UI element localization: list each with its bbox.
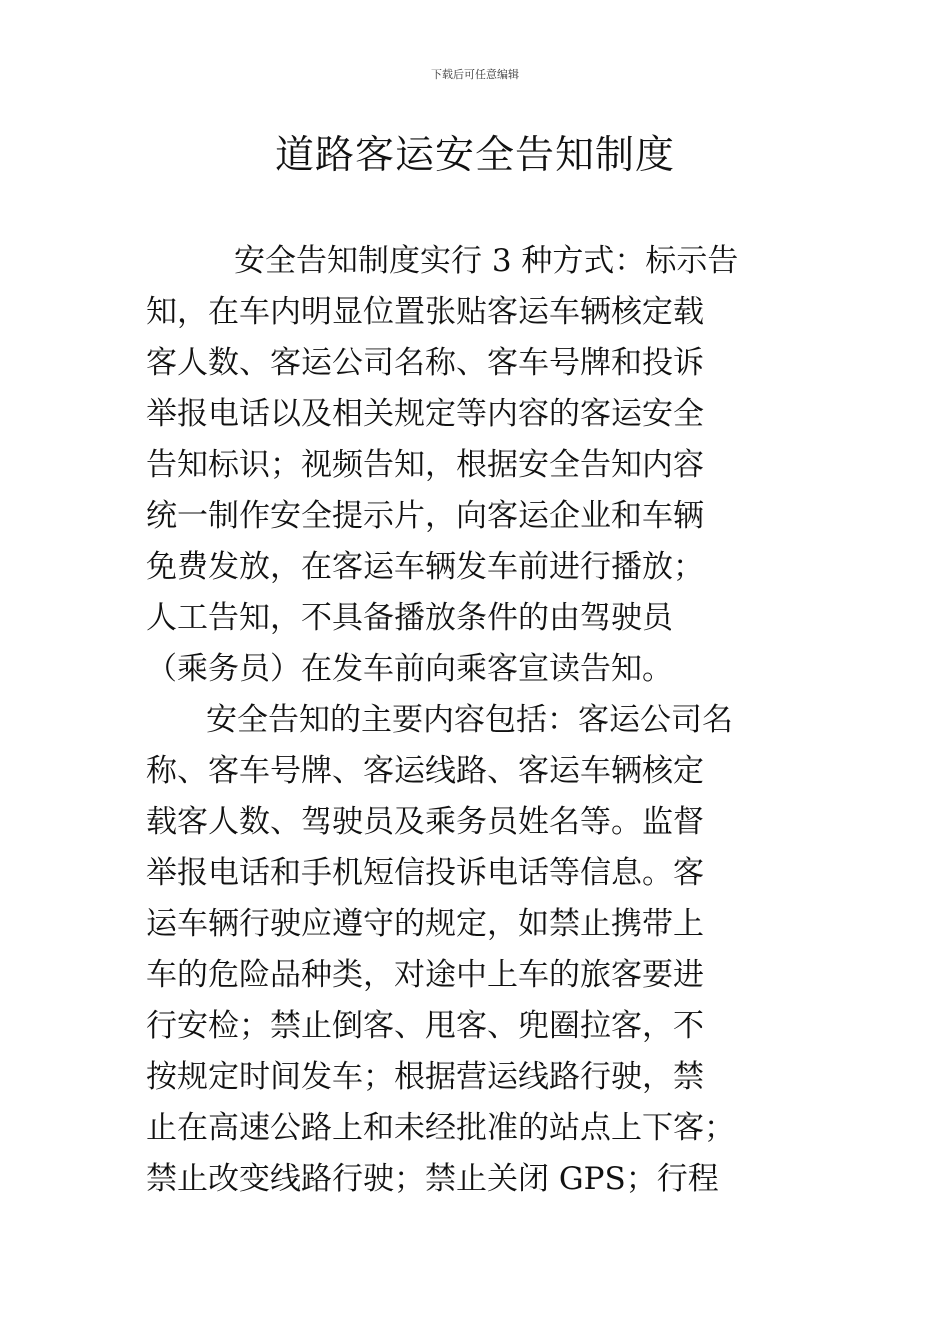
paragraph-line: 免费发放，在客运车辆发车前进行播放； bbox=[146, 549, 704, 585]
paragraph-line: 客人数、客运公司名称、客车号牌和投诉 bbox=[146, 345, 704, 381]
paragraph-line: 统一制作安全提示片，向客运企业和车辆 bbox=[146, 498, 704, 534]
paragraph-line: 车的危险品种类，对途中上车的旅客要进 bbox=[146, 957, 704, 993]
document-title: 道路客运安全告知制度 bbox=[274, 133, 675, 178]
paragraph-line: 知，在车内明显位置张贴客运车辆核定载 bbox=[146, 294, 704, 330]
paragraph-line: 安全告知制度实行 3 种方式：标示告 bbox=[234, 243, 739, 279]
paragraph-line: 行安检；禁止倒客、甩客、兜圈拉客，不 bbox=[146, 1008, 704, 1044]
paragraph-line: 举报电话和手机短信投诉电话等信息。客 bbox=[146, 855, 704, 891]
paragraph-line: 举报电话以及相关规定等内容的客运安全 bbox=[146, 396, 704, 432]
paragraph-line: 运车辆行驶应遵守的规定，如禁止携带上 bbox=[146, 906, 704, 942]
paragraph-line: 载客人数、驾驶员及乘务员姓名等。监督 bbox=[146, 804, 704, 840]
paragraph-line: 按规定时间发车；根据营运线路行驶，禁 bbox=[146, 1059, 704, 1095]
paragraph-1 bbox=[146, 236, 806, 695]
paragraph-line: 人工告知，不具备播放条件的由驾驶员 bbox=[146, 600, 673, 636]
paragraph-line: （乘务员）在发车前向乘客宣读告知。 bbox=[146, 651, 673, 687]
paragraph-line: 禁止改变线路行驶；禁止关闭 GPS；行程 bbox=[146, 1161, 719, 1197]
paragraph-line: 告知标识；视频告知，根据安全告知内容 bbox=[146, 447, 704, 483]
header-note: 下载后可任意编辑 bbox=[431, 68, 519, 81]
paragraph-2 bbox=[146, 695, 806, 1205]
paragraph-line: 称、客车号牌、客运线路、客运车辆核定 bbox=[146, 753, 704, 789]
paragraph-line: 安全告知的主要内容包括：客运公司名 bbox=[206, 702, 733, 738]
paragraph-line: 止在高速公路上和未经批准的站点上下客； bbox=[146, 1110, 735, 1146]
